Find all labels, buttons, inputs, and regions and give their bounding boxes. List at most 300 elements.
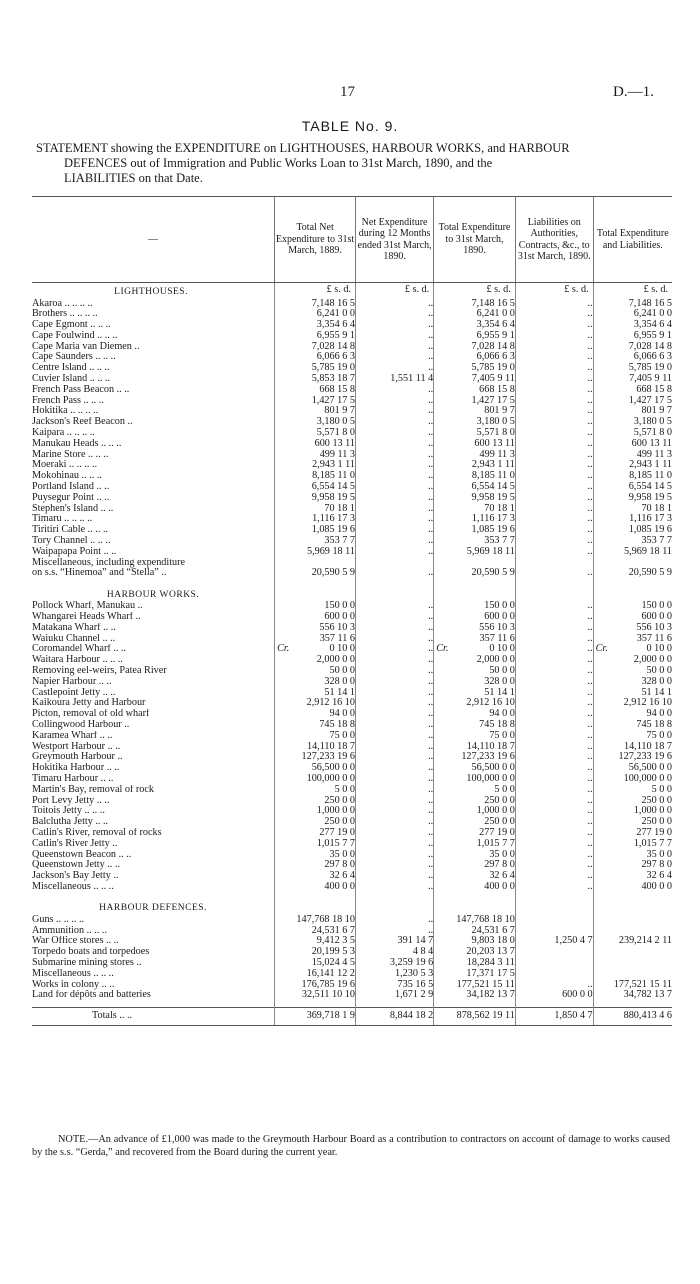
section-spacer-cell [593,585,672,601]
cell-c4 [434,839,516,850]
cell-c4 [434,299,516,310]
row-label: War Office stores .. .. [32,936,119,947]
cell-c5 [515,525,593,536]
cell-value: 1,427 17 5 [311,395,355,406]
cell-c5 [515,471,593,482]
cell-c4 [434,688,516,699]
cell-value: 600 13 11 [314,438,355,449]
cell-value: 499 11 3 [479,449,515,460]
cell-value: .. [587,492,593,503]
table-row [32,655,672,666]
cell-c2 [275,428,356,439]
row-label: Cape Maria van Diemen .. [32,341,140,352]
cell-c6 [593,558,672,569]
cell-value: 3,180 0 5 [476,417,515,428]
cell-c6 [593,655,672,666]
cell-c4 [434,655,516,666]
cell-c6 [593,926,672,937]
statement-line-3: LIABILITIES on that Date. [64,171,203,185]
cell-value: .. [428,849,434,860]
row-label: Centre Island .. .. .. [32,363,110,374]
cell-value: 801 9 7 [484,406,515,417]
cell-value: .. [428,644,434,655]
cell-c5 [515,374,593,385]
cell-c4 [434,342,516,353]
row-label: Torpedo boats and torpedoes [32,947,150,958]
cell-c6 [593,969,672,980]
cell-value: .. [428,460,434,471]
cell-value: .. [587,698,593,709]
cell-c5 [515,839,593,850]
col-header-total-1889: Total Net Expenditure to 31st March, 1889. [275,197,356,283]
table-row [32,352,672,363]
row-label: French Pass .. .. .. [32,395,104,406]
cell-value: 250 0 0 [324,795,355,806]
cell-value: 6,554 14 5 [628,482,672,493]
row-label: Kaikoura Jetty and Harbour [32,698,146,709]
section-heading-row [32,585,672,601]
cell-value: 56,500 0 0 [311,763,355,774]
cell-c5 [515,417,593,428]
cell-c3 [355,688,433,699]
cell-value: .. [428,363,434,374]
cell-value: 2,912 16 10 [623,698,672,709]
cell-c4 [434,385,516,396]
cell-c5 [515,363,593,374]
cell-c5 [515,623,593,634]
cell-value: 668 15 8 [319,384,355,395]
cell-value: 3,180 0 5 [633,417,672,428]
cell-c3 [355,439,433,450]
cell-value: 51 14 1 [641,687,672,698]
cell-value: .. [587,752,593,763]
cell-value: 35 0 0 [329,849,355,860]
cell-value: 499 11 3 [319,449,355,460]
cell-c6 [593,342,672,353]
cell-value: 18,284 3 11 [466,957,515,968]
cell-c4 [434,450,516,461]
cell-value: 6,066 6 3 [316,352,355,363]
cell-c3 [355,785,433,796]
cell-c5 [515,828,593,839]
cell-c5 [515,299,593,310]
cell-c6 [593,396,672,407]
cell-value: .. [428,492,434,503]
cell-value: .. [428,330,434,341]
cell-c3 [355,882,433,893]
cell-c2 [275,450,356,461]
section-heading-row [32,283,672,299]
cell-c5 [515,850,593,861]
cell-value: 1,085 19 6 [471,525,515,536]
cell-value: 6,241 0 0 [316,309,355,320]
cell-c6 [593,915,672,926]
statement-line-1: STATEMENT showing the EXPENDITURE on LIGHTHOUSES, HARBOUR WORKS, and HARBOUR [36,141,570,155]
statement-heading [36,141,666,186]
cell-c4 [434,352,516,363]
cell-value: .. [587,849,593,860]
cell-value: 2,912 16 10 [306,698,355,709]
cell-c2 [275,1007,356,1025]
cell-c6 [593,331,672,342]
cell-c3 [355,482,433,493]
table-row [32,363,672,374]
cell-c5 [515,612,593,623]
cell-c2 [275,374,356,385]
row-label: French Pass Beacon .. .. [32,384,130,395]
cell-c5 [515,774,593,785]
table-row [32,817,672,828]
col-header-total-with-liabilities: Total Expenditure and Liabilities. [593,197,672,283]
cell-c6 [593,980,672,991]
cell-value: 250 0 0 [324,817,355,828]
cell-c4 [434,947,516,958]
cell-value: .. [587,395,593,406]
cell-c4 [434,752,516,763]
cell-c5 [515,860,593,871]
cell-c6 [593,936,672,947]
cell-value: 328 0 0 [324,676,355,687]
cell-c2 [275,320,356,331]
row-label: Miscellaneous, including expenditure [32,557,186,568]
row-label: Stephen's Island .. .. [32,503,114,514]
cell-c5 [515,709,593,720]
cell-c3 [355,309,433,320]
cell-c6 [593,363,672,374]
cell-value: .. [428,428,434,439]
table-row [32,860,672,871]
cell-value: 150 0 0 [484,601,515,612]
row-label: Port Levy Jetty .. .. [32,795,110,806]
cell-value: 14,110 18 7 [466,741,515,752]
cell-value: .. [587,428,593,439]
cell-value: .. [428,514,434,525]
cell-value: 5 0 0 [651,784,672,795]
cell-value: 3,180 0 5 [316,417,355,428]
cell-value: .. [587,633,593,644]
cell-c4 [434,806,516,817]
cell-value: 400 0 0 [641,881,672,892]
cell-c5 [515,493,593,504]
cell-value: .. [587,471,593,482]
row-label: Submarine mining stores .. [32,957,142,968]
row-label: Picton, removal of old wharf [32,709,150,720]
table-row [32,634,672,645]
cell-value: 277 19 0 [636,827,672,838]
cell-c5 [515,817,593,828]
cell-c5 [515,666,593,677]
cell-c2 [275,644,356,655]
section-spacer-cell: £ s. d. [355,283,433,299]
cell-value: .. [587,666,593,676]
row-label: Waitara Harbour .. .. .. [32,655,123,666]
cell-c2 [275,514,356,525]
row-label: Tory Channel .. .. .. [32,536,111,547]
cell-c4 [434,774,516,785]
table-row [32,796,672,807]
cell-value: 1,427 17 5 [471,395,515,406]
cell-c5 [515,742,593,753]
cell-c4 [434,482,516,493]
cell-c5 [515,655,593,666]
cell-value: .. [587,374,593,385]
cell-value: 5,785 19 0 [628,363,672,374]
cell-c3 [355,990,433,1001]
cell-value: 499 11 3 [636,449,672,460]
cell-c5 [515,990,593,1001]
cell-value: 70 18 1 [324,503,355,514]
cell-value: 16,141 12 2 [306,968,355,979]
cell-value: 600 13 11 [631,438,672,449]
table-row [32,342,672,353]
row-label: Queenstown Beacon .. .. [32,849,132,860]
cell-value: 32 6 4 [489,871,515,882]
cell-value: 277 19 0 [479,827,515,838]
cell-value: .. [428,784,434,795]
cell-c4 [434,504,516,515]
cell-c3 [355,504,433,515]
cell-c2 [275,926,356,937]
section-heading: HARBOUR WORKS. [106,589,200,600]
cell-value: .. [428,352,434,363]
cell-value: .. [428,384,434,395]
cell-value: 2,000 0 0 [476,655,515,666]
cell-value: .. [428,612,434,623]
cell-c6 [593,828,672,839]
section-spacer-cell [355,585,433,601]
cell-value: .. [587,730,593,741]
cell-value: .. [428,471,434,482]
cell-c2 [275,796,356,807]
cell-value: 127,233 19 6 [461,752,515,763]
cell-value: 277 19 0 [319,827,355,838]
cell-value: .. [587,719,593,730]
cell-value: .. [587,644,593,655]
cell-c6 [593,320,672,331]
cell-c6 [593,568,672,579]
cell-value: 353 7 7 [641,536,672,547]
cell-c4 [434,677,516,688]
cell-value: .. [587,482,593,493]
cell-value: 24,531 6 7 [471,925,515,936]
cell-c2 [275,309,356,320]
cell-c2 [275,871,356,882]
cell-c2 [275,352,356,363]
cell-c5 [515,406,593,417]
cell-value: 14,110 18 7 [306,741,355,752]
cell-c5 [515,936,593,947]
cell-value: 1,000 0 0 [476,806,515,817]
cell-value: .. [428,633,434,644]
cell-value: 34,782 13 7 [623,990,672,1001]
row-label: Balclutha Jetty .. .. [32,817,109,828]
cell-value: .. [428,795,434,806]
cell-c6 [593,796,672,807]
cell-c6 [593,601,672,612]
cell-value: 150 0 0 [641,601,672,612]
cell-value: .. [587,449,593,460]
cell-c2 [275,677,356,688]
cell-value: 6,241 0 0 [633,309,672,320]
cell-c4 [434,331,516,342]
cell-value: 328 0 0 [484,676,515,687]
cell-c2 [275,666,356,677]
cell-value: .. [587,709,593,720]
cell-value: 32 6 4 [329,871,355,882]
credit-marker: Cr. [436,644,449,655]
cell-c4 [434,644,516,655]
cell-c6 [593,612,672,623]
cell-c3 [355,796,433,807]
cell-value: 5,785 19 0 [471,363,515,374]
cell-value: 9,958 19 5 [628,492,672,503]
cell-value: .. [587,860,593,871]
cell-c6 [593,763,672,774]
cell-value: .. [428,698,434,709]
cell-c5 [515,342,593,353]
cell-c4 [434,915,516,926]
cell-c3 [355,493,433,504]
cell-c2 [275,860,356,871]
section-spacer-cell [434,899,516,915]
cell-value: .. [428,752,434,763]
cell-value: 1,551 11 4 [390,374,434,385]
cell-c5 [515,385,593,396]
cell-c2 [275,990,356,1001]
cell-c4 [434,439,516,450]
cell-c3 [355,752,433,763]
cell-c3 [355,396,433,407]
cell-c4 [434,428,516,439]
cell-c6 [593,850,672,861]
cell-c6 [593,720,672,731]
cell-c3 [355,385,433,396]
cell-value: 297 8 0 [641,860,672,871]
cell-value: 127,233 19 6 [618,752,672,763]
cell-c3 [355,634,433,645]
row-label: Manukau Heads .. .. .. [32,438,122,449]
cell-c6 [593,634,672,645]
table-row [32,915,672,926]
cell-c3 [355,299,433,310]
cell-c6 [593,817,672,828]
cell-c6 [593,947,672,958]
cell-value: 6,955 9 1 [476,330,515,341]
cell-value: 147,768 18 10 [456,914,515,925]
cell-c2 [275,839,356,850]
cell-c3 [355,828,433,839]
cell-c3 [355,568,433,579]
cell-c2 [275,947,356,958]
cell-c4 [434,525,516,536]
cell-c6 [593,839,672,850]
cell-c4 [434,796,516,807]
cell-c4 [434,460,516,471]
row-label: Cape Saunders .. .. .. [32,352,116,363]
cell-value: 9,958 19 5 [471,492,515,503]
cell-c6 [593,385,672,396]
cell-c3 [355,320,433,331]
cell-value: .. [428,763,434,774]
credit-marker: Cr. [277,644,290,655]
row-label: Cape Foulwind .. .. .. [32,330,118,341]
cell-value: 75 0 0 [646,730,672,741]
cell-value: 6,955 9 1 [316,330,355,341]
table-title: TABLE No. 9. [301,118,399,134]
cell-c2 [275,634,356,645]
cell-value: 7,148 16 5 [311,298,355,309]
cell-value: .. [587,546,593,557]
document-reference: D.—1. [613,84,654,100]
cell-value: .. [428,730,434,741]
cell-c4 [434,320,516,331]
cell-value: .. [587,352,593,363]
row-label: Works in colony .. .. [32,979,115,990]
cell-c3 [355,698,433,709]
cell-c5 [515,688,593,699]
cell-value: 20,590 5 9 [628,568,672,579]
cell-value: 100,000 0 0 [306,773,355,784]
cell-value: 600 0 0 [641,612,672,623]
cell-value: 400 0 0 [484,881,515,892]
cell-c5 [515,698,593,709]
cell-c6 [593,428,672,439]
cell-value: .. [587,806,593,817]
cell-value: .. [587,601,593,612]
cell-value: .. [428,666,434,676]
cell-value: 20,203 13 7 [466,947,515,958]
cell-c4 [434,623,516,634]
cell-c3 [355,644,433,655]
cell-value: .. [587,309,593,320]
cell-c3 [355,806,433,817]
section-spacer-cell [515,585,593,601]
cell-c5 [515,450,593,461]
table-row [32,936,672,947]
row-label: Waiuku Channel .. .. [32,633,116,644]
cell-value: 7,028 14 8 [311,341,355,352]
cell-value: 1,116 17 3 [312,514,355,525]
cell-c3 [355,969,433,980]
row-label: Moeraki .. .. .. .. [32,460,98,471]
cell-value: .. [428,536,434,547]
cell-c4 [434,969,516,980]
cell-c4 [434,720,516,731]
section-spacer-cell: £ s. d. [275,283,356,299]
cell-c2 [275,817,356,828]
row-label: Guns .. .. .. .. [32,914,85,925]
cell-c2 [275,688,356,699]
cell-c4 [434,536,516,547]
table-row [32,471,672,482]
cell-c5 [515,1007,593,1025]
section-spacer-cell [355,899,433,915]
section-heading: HARBOUR DEFENCES. [99,903,207,914]
section-heading-row [32,899,672,915]
cell-value: 127,233 19 6 [301,752,355,763]
cell-value: .. [428,806,434,817]
cell-c5 [515,601,593,612]
cell-c2 [275,504,356,515]
cell-value: 250 0 0 [641,817,672,828]
cell-value: .. [587,612,593,623]
table-row [32,439,672,450]
cell-c6 [593,958,672,969]
cell-value: 7,148 16 5 [471,298,515,309]
table-row [32,428,672,439]
cell-c2 [275,396,356,407]
cell-c6 [593,666,672,677]
